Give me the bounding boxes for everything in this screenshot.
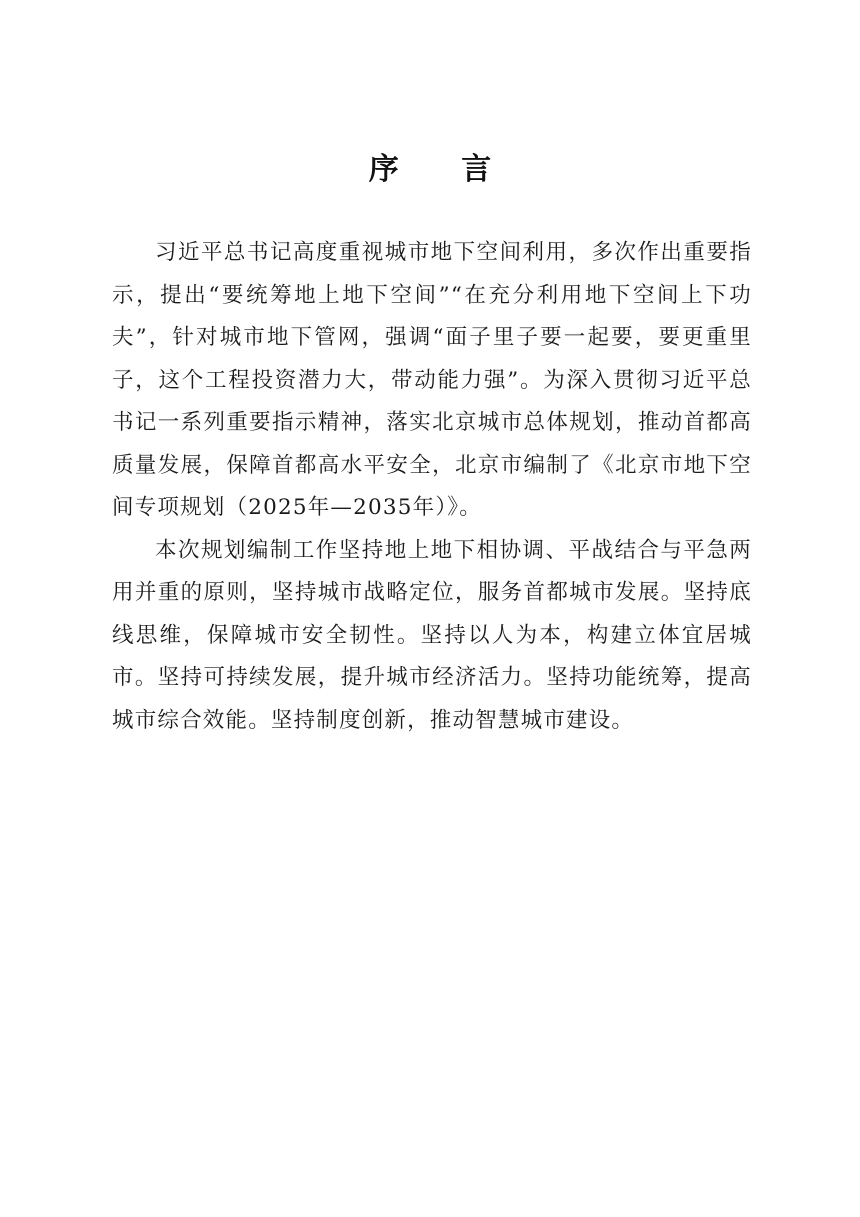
paragraph-2: 本次规划编制工作坚持地上地下相协调、平战结合与平急两用并重的原则，坚持城市战略定位，服务首都城市发展。坚持底线思维，保障城市安全韧性。坚持以人为本，构建立体宜居城市。坚持可持续发展，提升城市经济活力。坚持功能统筹，提高城市综合效能。坚持制度创新，推动智慧城市建设。 xyxy=(112,537,752,733)
preface-body xyxy=(112,232,752,742)
page-title: 序 言 xyxy=(368,152,518,187)
paragraph-1: 习近平总书记高度重视城市地下空间利用，多次作出重要指示，提出“要统筹地上地下空间”“在充分利用地下空间上下功夫”，针对城市地下管网，强调“面子里子要一起要，要更重里子，这个工程投资潜力大，带动能力强”。为深入贯彻习近平总书记一系列重要指示精神，落实北京城市总体规划，推动首都高质量发展，保障首都高水平安全，北京市编制了《北京市地下空间专项规划（2025年—2035年）》。 xyxy=(112,240,752,520)
